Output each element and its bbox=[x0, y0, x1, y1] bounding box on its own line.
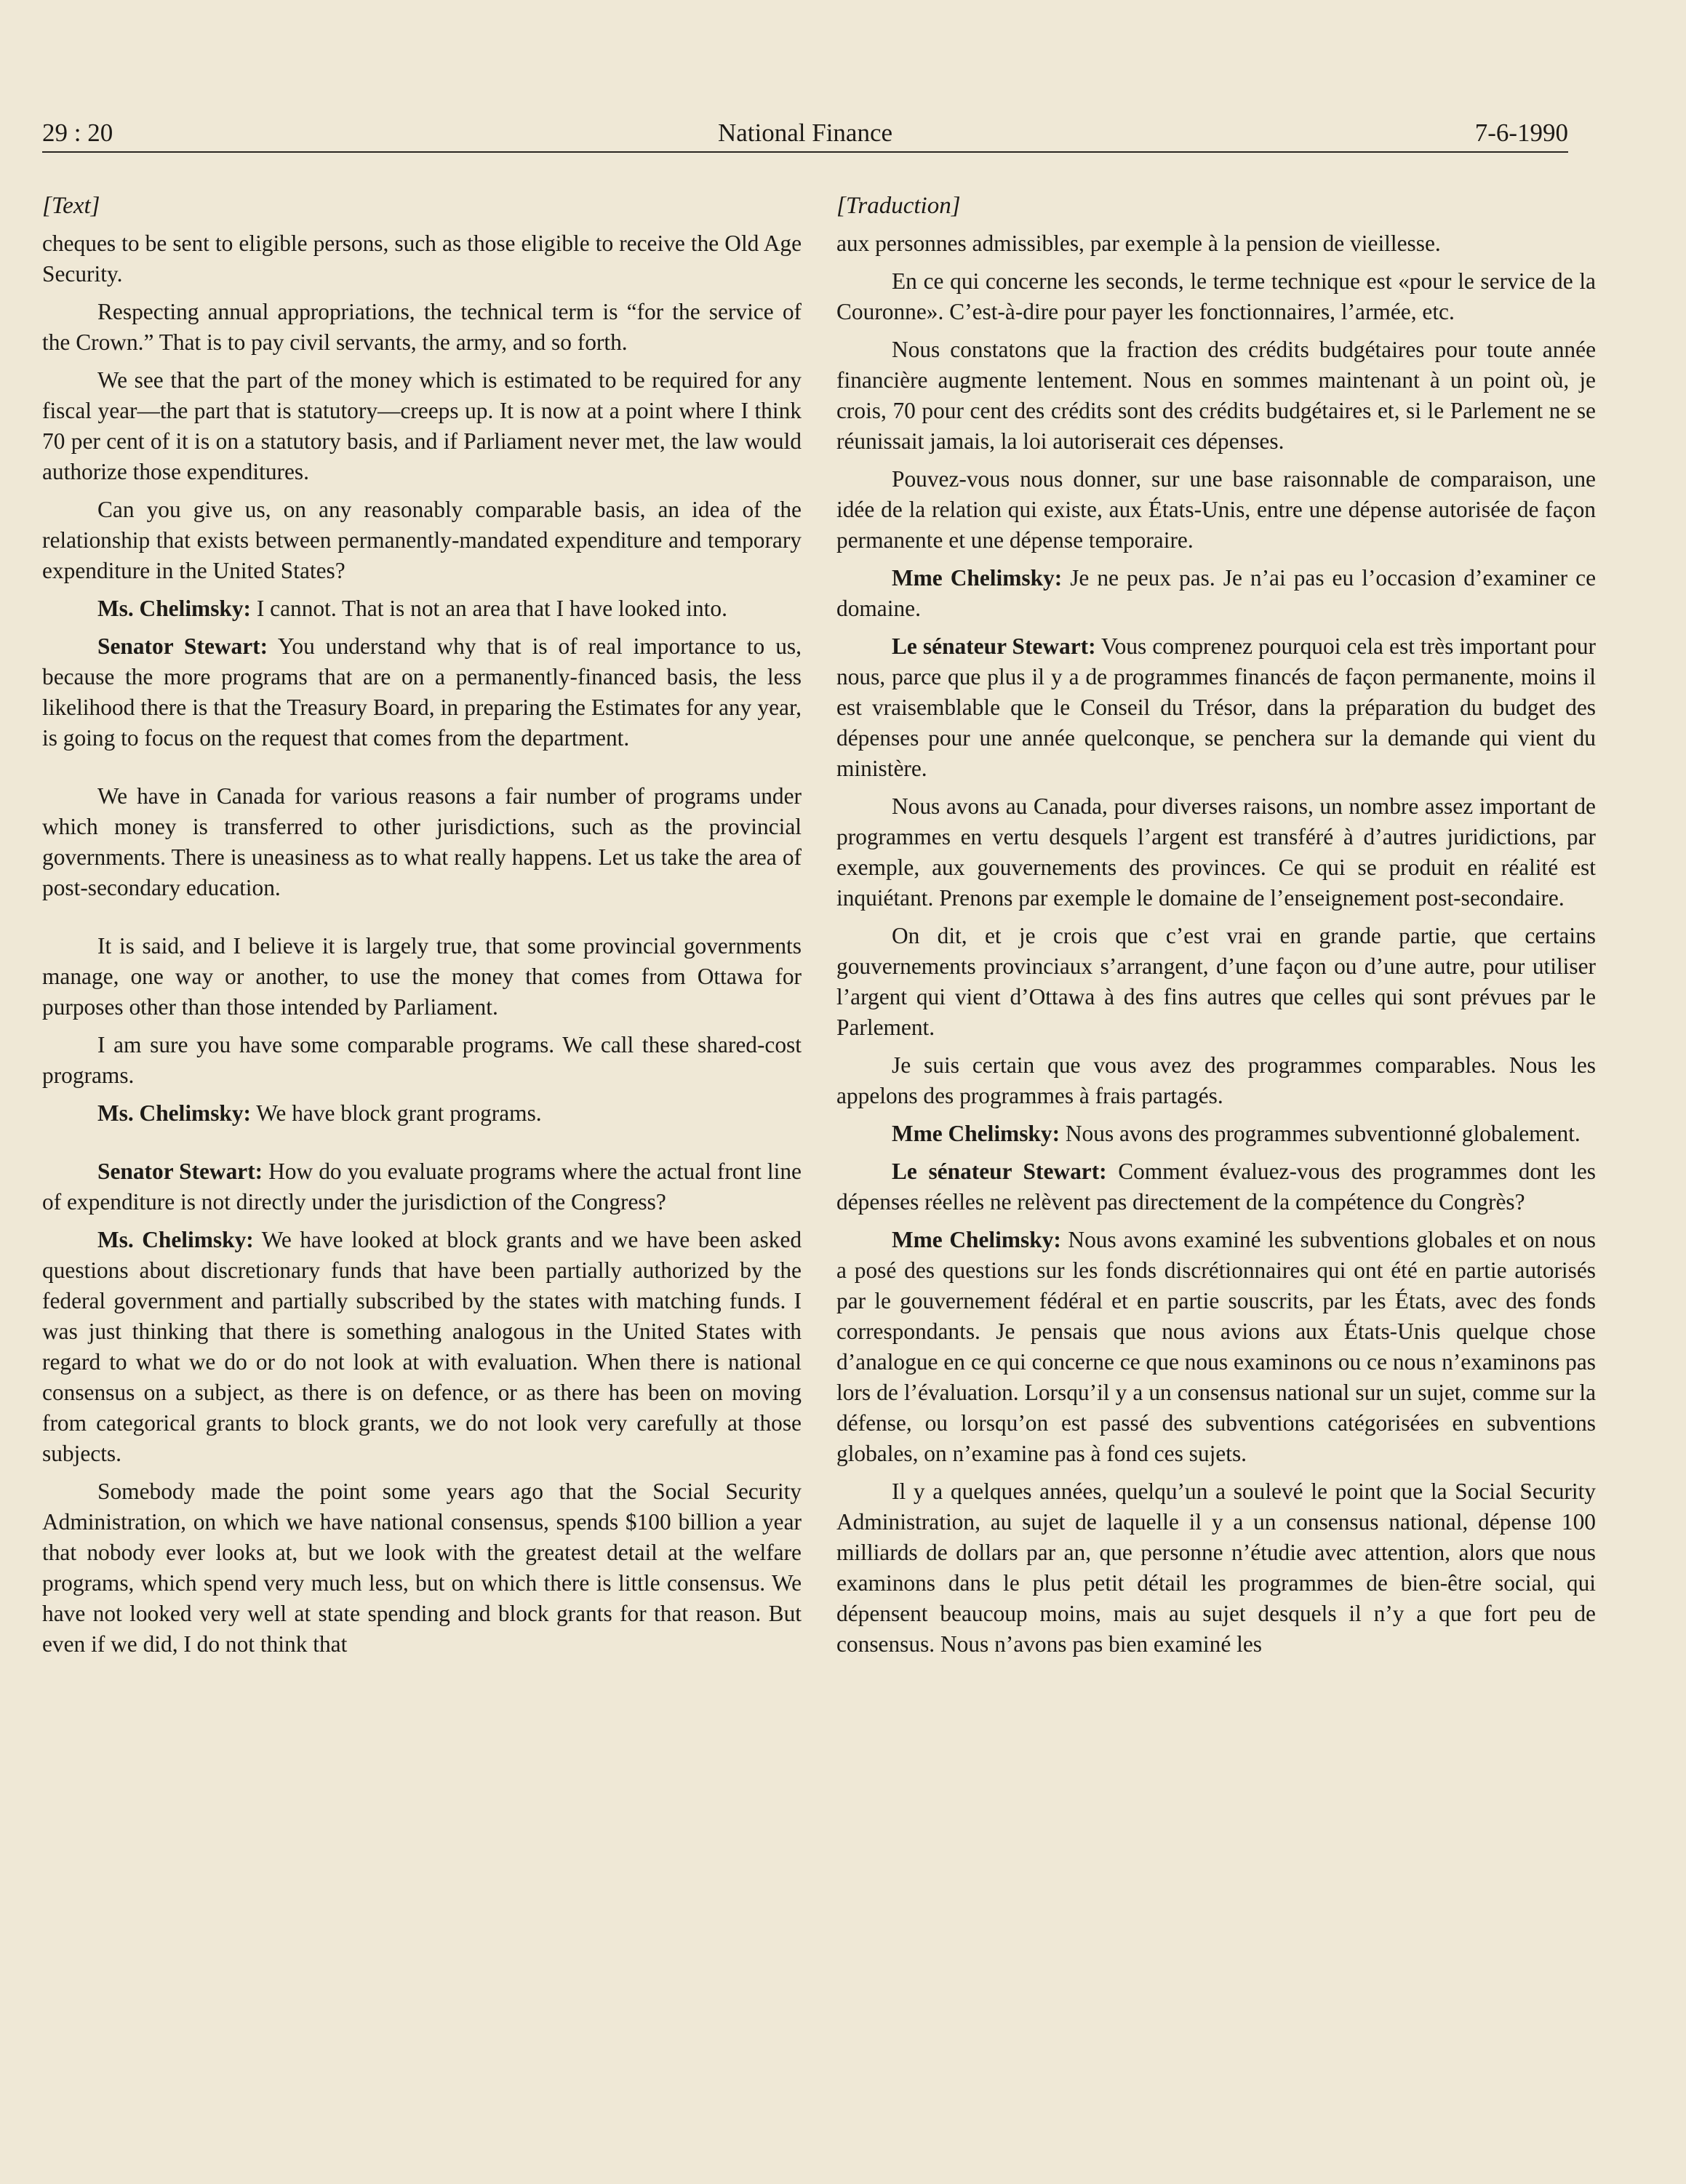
header-rule bbox=[42, 151, 1568, 153]
paragraph: I am sure you have some comparable programs. We call these shared-cost programs. bbox=[42, 1032, 802, 1088]
paragraph: On dit, et je crois que c’est vrai en grande partie, que certains gouvernements provinciaux s’arrangent, d’une façon ou d’une autre, pour utiliser l’argent qui vient d’Ottawa à des fins autres que celles qui sont prévues par le Parlement. bbox=[836, 923, 1596, 1040]
speaker-name: Ms. Chelimsky: bbox=[97, 596, 252, 621]
paragraph: Nous constatons que la fraction des crédits budgétaires pour toute année financière augmente lentement. Nous en sommes maintenant à un point où, je crois, 70 pour cent des crédits sont des crédits budgétaires et, si le Parlement ne se réunissait jamais, la loi autoriserait ces dépenses. bbox=[836, 337, 1596, 454]
page-number: 29 : 20 bbox=[42, 119, 113, 147]
page-header bbox=[42, 115, 1568, 151]
paragraph: We have in Canada for various reasons a fair number of programs under which money is transferred to other jurisdictions, such as the provincial governments. There is uneasiness as to what really happens. Let us take the area of post-secondary education. bbox=[42, 783, 802, 900]
paragraph: Somebody made the point some years ago that the Social Security Administration, on which we have national consensus, spends $100 billion a year that nobody ever looks at, but we look with the greatest detail at the welfare programs, which spend very much less, but on which there is little consensus. We have not looked very well at state spending and block grants for that reason. But even if we did, I do not think that bbox=[42, 1479, 802, 1657]
paragraph: cheques to be sent to eligible persons, such as those eligible to receive the Old Age Security. bbox=[42, 231, 802, 287]
speaker-name: Mme Chelimsky: bbox=[892, 1121, 1060, 1146]
paragraph: Respecting annual appropriations, the technical term is “for the service of the Crown.” That is to pay civil servants, the army, and so forth. bbox=[42, 299, 802, 355]
speech-text: You understand why that is of real importance to us, because the more programs that are on a permanently-financed basis, the less likelihood there is that the Treasury Board, in preparing the Estimates for any year, is going to focus on the request that comes from the department. bbox=[42, 633, 802, 751]
speaker-name: Mme Chelimsky: bbox=[892, 565, 1063, 591]
speech-text: We have block grant programs. bbox=[251, 1100, 542, 1126]
speaker-paragraph bbox=[42, 631, 802, 753]
speaker-paragraph bbox=[42, 1225, 802, 1469]
paragraph: Il y a quelques années, quelqu’un a soulevé le point que la Social Security Administration, au sujet de laquelle il y a un consensus national, dépense 100 milliards de dollars par an, que personne n’étudie avec attention, alors que nous examinons dans le plus petit détail les programmes de bien-être social, qui dépensent beaucoup moins, mais au sujet desquels il n’y a que fort peu de consensus. Nous n’avons pas bien examiné les bbox=[836, 1479, 1596, 1657]
speaker-paragraph bbox=[42, 1156, 802, 1217]
paragraph: Pouvez-vous nous donner, sur une base raisonnable de comparaison, une idée de la relation qui existe, aux États-Unis, entre une dépense autorisée de façon permanente et une dépense temporaire. bbox=[836, 466, 1596, 553]
paragraph: aux personnes admissibles, par exemple à la pension de vieillesse. bbox=[836, 231, 1441, 256]
speech-text: How do you evaluate programs where the actual front line of expenditure is not directly under the jurisdiction of the Congress? bbox=[42, 1159, 802, 1215]
speaker-name: Le sénateur Stewart: bbox=[892, 633, 1096, 659]
speaker-name: Le sénateur Stewart: bbox=[892, 1159, 1107, 1184]
paragraph: En ce qui concerne les seconds, le terme technique est «pour le service de la Couronne». C’est-à-dire pour payer les fonctionnaires, l’armée, etc. bbox=[836, 268, 1596, 324]
speaker-name: Ms. Chelimsky: bbox=[97, 1100, 252, 1126]
french-column bbox=[836, 191, 1596, 2052]
speech-text: I cannot. That is not an area that I have looked into. bbox=[251, 596, 727, 621]
english-column bbox=[42, 191, 802, 2052]
publication-title: National Finance bbox=[717, 119, 893, 147]
speech-text: Comment évaluez-vous des programmes dont les dépenses réelles ne relèvent pas directement de la compétence du Congrès? bbox=[836, 1159, 1596, 1215]
speaker-paragraph bbox=[42, 593, 802, 624]
paragraph: Je suis certain que vous avez des programmes comparables. Nous les appelons des programmes à frais partagés. bbox=[836, 1052, 1596, 1108]
speech-text: Nous avons examiné les subventions globales et on nous a posé des questions sur les fonds discrétionnaires qui ont été en partie autorisés par le gouvernement fédéral et en partie souscrits, par les États, avec des fonds correspondants. Je pensais que nous avions aux États-Unis quelque chose d’analogue en ce qui concerne ce que nous examinons ou ce nous n’examinons pas lors de l’évaluation. Lorsqu’il y a un consensus national sur un sujet, comme sur la défense, ou lorsqu’on est passé des subventions catégorisées en subventions globales, on n’examine pas à fond ces sujets. bbox=[836, 1227, 1596, 1466]
speaker-name: Ms. Chelimsky: bbox=[97, 1227, 254, 1252]
paragraph: We see that the part of the money which is estimated to be required for any fiscal year—the part that is statutory—creeps up. It is now at a point where I think 70 per cent of it is on a statutory basis, and if Parliament never met, the law would authorize those expenditures. bbox=[42, 367, 802, 484]
language-label: [Traduction] bbox=[836, 193, 961, 219]
speaker-paragraph bbox=[836, 1156, 1596, 1217]
paragraph: Nous avons au Canada, pour diverses raisons, un nombre assez important de programmes en vertu desquels l’argent est transféré à d’autres juridictions, par exemple, aux gouvernements des provinces. Ce qui se produit en réalité est inquiétant. Prenons par exemple le domaine de l’enseignement post-secondaire. bbox=[836, 793, 1596, 911]
speaker-paragraph bbox=[42, 1098, 802, 1129]
speaker-name: Senator Stewart: bbox=[97, 633, 268, 659]
paragraph: Can you give us, on any reasonably comparable basis, an idea of the relationship that exists between permanently-mandated expenditure and temporary expenditure in the United States? bbox=[42, 497, 802, 583]
speaker-name: Mme Chelimsky: bbox=[892, 1227, 1061, 1252]
speech-text: Nous avons des programmes subventionné globalement. bbox=[1060, 1121, 1581, 1146]
speaker-paragraph bbox=[836, 1119, 1596, 1149]
speech-text: Je ne peux pas. Je n’ai pas eu l’occasion d’examiner ce domaine. bbox=[836, 565, 1596, 621]
speaker-paragraph bbox=[836, 1225, 1596, 1469]
paragraph: It is said, and I believe it is largely true, that some provincial governments manage, one way or another, to use the money that comes from Ottawa for purposes other than those intended by Parliament. bbox=[42, 933, 802, 1020]
speech-text: We have looked at block grants and we have been asked questions about discretionary funds that have been partially authorized by the federal government and partially subscribed by the states with matching funds. I was just thinking that there is something analogous in the United States with regard to what we do or do not look at with evaluation. When there is national consensus on a subject, as there is on defence, or as there has been on moving from categorical grants to block grants, we do not look very carefully at those subjects. bbox=[42, 1227, 802, 1466]
language-label: [Text] bbox=[42, 193, 100, 219]
speaker-paragraph bbox=[836, 563, 1596, 624]
speech-text: Vous comprenez pourquoi cela est très important pour nous, parce que plus il y a de programmes financés de façon permanente, moins il est vraisemblable que le Conseil du Trésor, dans la préparation du budget des dépenses pour une année quelconque, se penchera sur la demande qui vient du ministère. bbox=[836, 633, 1596, 781]
speaker-name: Senator Stewart: bbox=[97, 1159, 263, 1184]
issue-date: 7-6-1990 bbox=[1474, 119, 1568, 147]
speaker-paragraph bbox=[836, 631, 1596, 784]
